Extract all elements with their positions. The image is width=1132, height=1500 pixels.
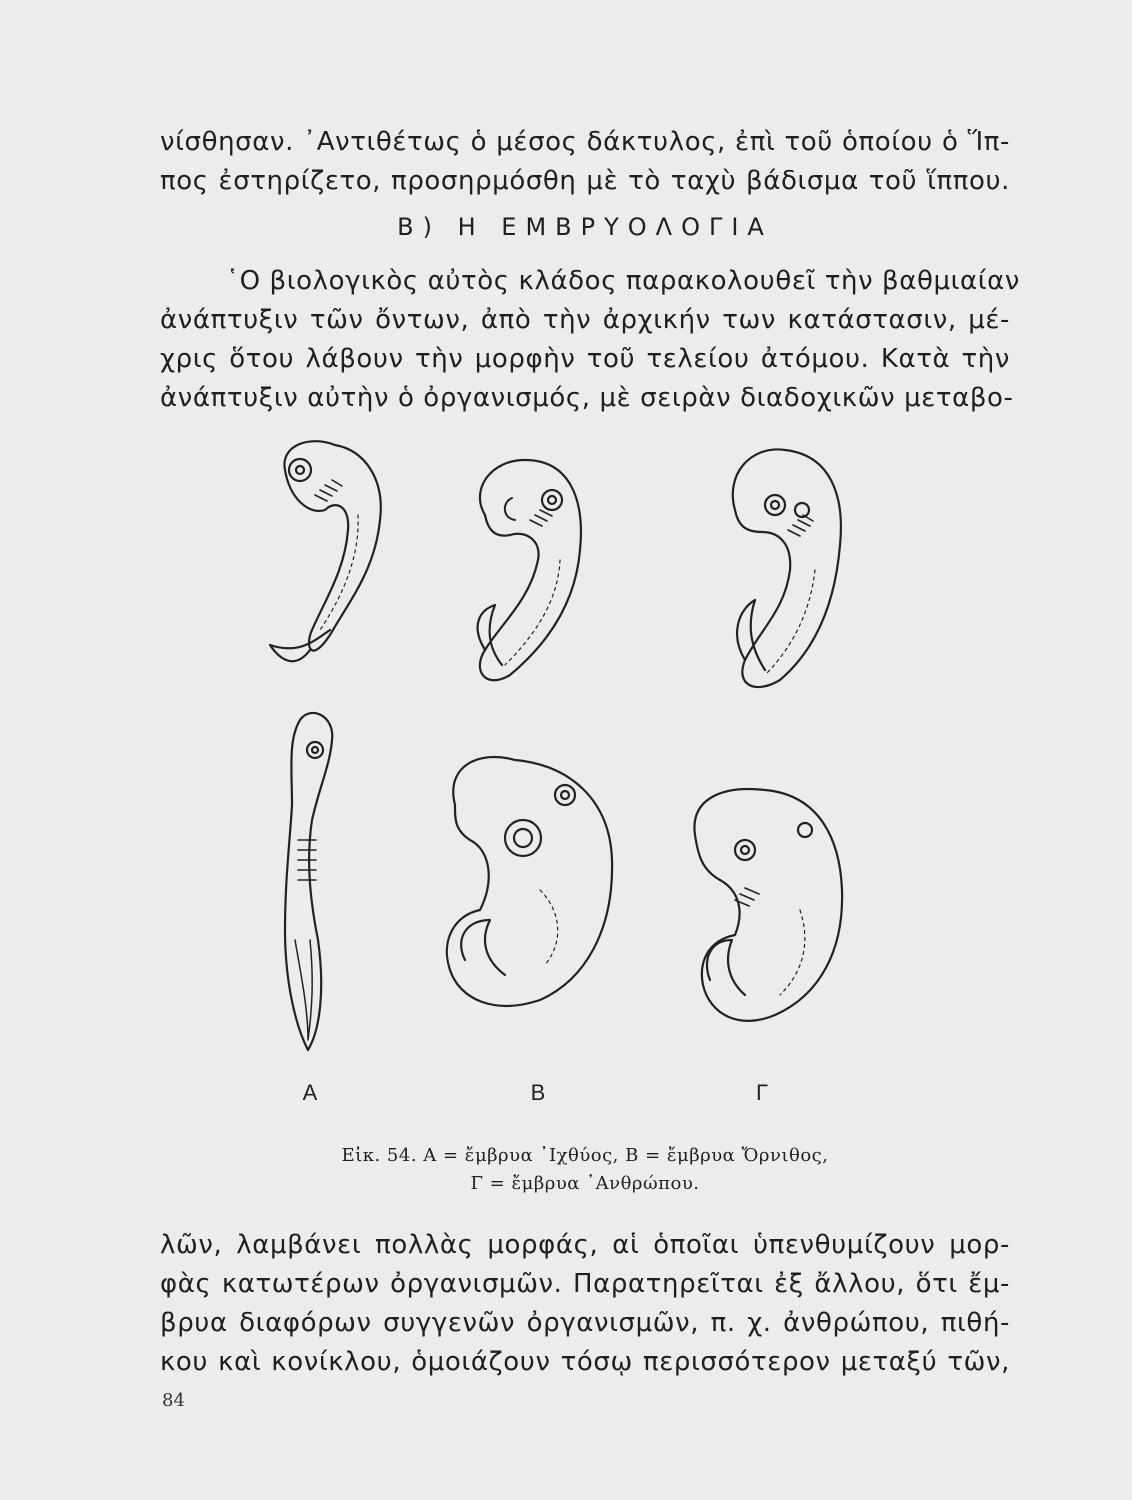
bird-embryo-early-drawing [478, 460, 581, 680]
text-line: βρυα διαφόρων συγγενῶν ὀργανισμῶν, π. χ. ἀνθρώπου, πιθή- [160, 1308, 1010, 1338]
caption-line: Εἰκ. 54. Α = ἔμβρυα ᾿Ιχθύος, Β = ἔμβρυα Ὄρνιθος, [341, 1145, 829, 1166]
text-line: φὰς κατωτέρων ὀργανισμῶν. Παρατηρεῖται ἐξ ἄλλου, ὅτι ἔμ- [160, 1269, 1010, 1299]
text-line: λῶν, λαμβάνει πολλὰς μορφάς, αἱ ὁποῖαι ὑπενθυμίζουν μορ- [160, 1230, 1010, 1260]
embryo-figure [240, 420, 1040, 1120]
text-line: χρις ὅτου λάβουν τὴν μορφὴν τοῦ τελείου ἀτόμου. Κατὰ τὴν [160, 344, 1010, 374]
paragraph-top [160, 123, 1010, 201]
fish-embryo-late-drawing [285, 713, 332, 1050]
bird-embryo-late-drawing [447, 757, 612, 1006]
figure-label-a: Α [302, 1080, 318, 1105]
paragraph-bottom [160, 1226, 1010, 1382]
fish-embryo-early-drawing [270, 441, 381, 661]
caption-line: Γ = ἔμβρυα ᾿Ανθρώπου. [470, 1173, 700, 1194]
figure-caption [160, 1142, 1010, 1198]
text-line: πος ἐστηρίζετο, προσηρμόσθη μὲ τὸ ταχὺ βάδισμα τοῦ ἵππου. [160, 166, 1010, 196]
text-line: νίσθησαν. ᾿Αντιθέτως ὁ μέσος δάκτυλος, ἐπὶ τοῦ ὁποίου ὁ Ἵπ- [160, 127, 1010, 157]
paragraph-intro [160, 262, 1021, 418]
human-embryo-early-drawing [733, 449, 841, 687]
text-line: ἀνάπτυξιν αὐτὴν ὁ ὀργανισμός, μὲ σειρὰν διαδοχικῶν μεταβο- [160, 383, 1014, 413]
human-embryo-late-drawing [694, 789, 842, 1021]
text-line: ἀνάπτυξιν τῶν ὄντων, ἀπὸ τὴν ἀρχικήν των κατάστασιν, μέ- [160, 305, 1010, 335]
text-line: ῾Ο βιολογικὸς αὐτὸς κλάδος παρακολουθεῖ τὴν βαθμιαίαν [226, 266, 1021, 296]
figure-label-c: Γ [755, 1080, 769, 1105]
page-number: 84 [162, 1390, 185, 1411]
section-heading: Β) Η ΕΜΒΡΥΟΛΟΓΙΑ [397, 213, 773, 241]
text-line: κου καὶ κονίκλου, ὁμοιάζουν τόσῳ περισσότερον μεταξύ τῶν, [160, 1347, 1010, 1377]
figure-label-b: Β [530, 1080, 546, 1105]
